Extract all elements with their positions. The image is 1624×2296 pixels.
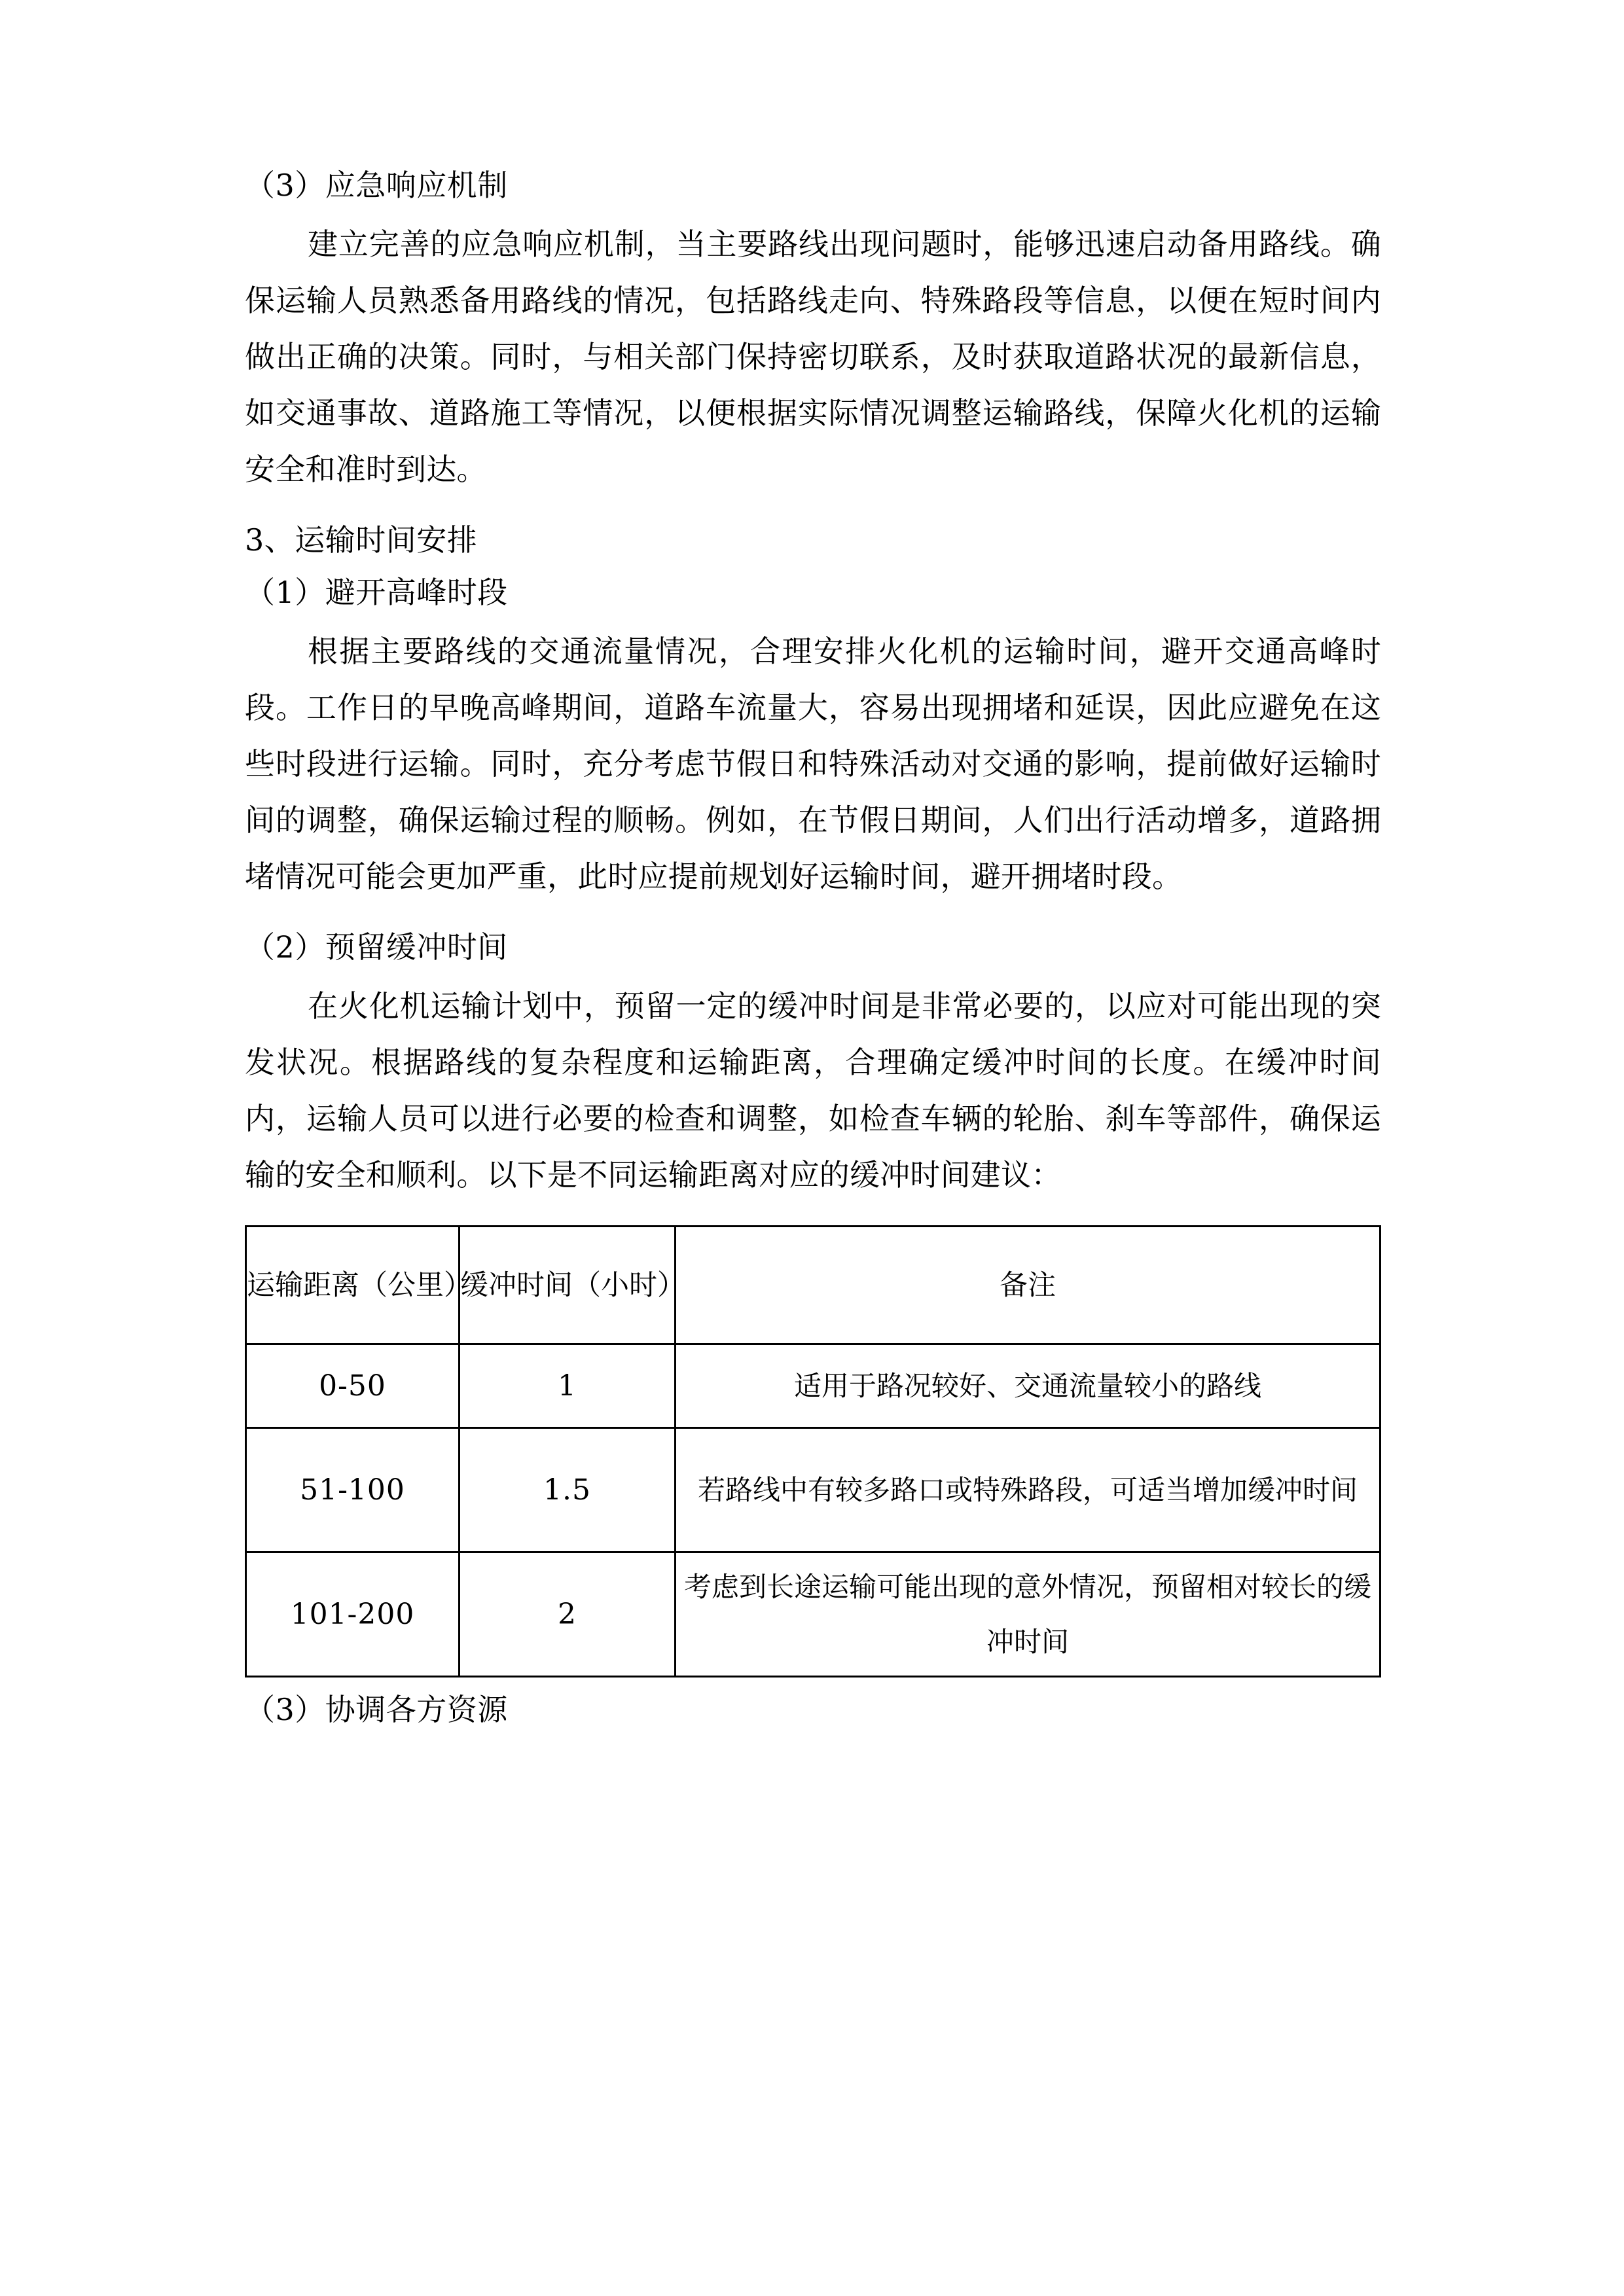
- buffer-time-table: [245, 1225, 1381, 1677]
- table-row: [246, 1344, 1380, 1428]
- paragraph-emergency-response: 建立完善的应急响应机制，当主要路线出现问题时，能够迅速启动备用路线。确保运输人员熟悉备用路线的情况，包括路线走向、特殊路段等信息，以便在短时间内做出正确的决策。同时，与相关部门保持密切联系，及时获取道路状况的最新信息，如交通事故、道路施工等情况，以便根据实际情况调整运输路线，保障火化机的运输安全和准时到达。: [245, 226, 1381, 487]
- table-cell-distance: 0-50: [246, 1344, 460, 1428]
- paragraph-avoid-peak-hours: 根据主要路线的交通流量情况，合理安排火化机的运输时间，避开交通高峰时段。工作日的早晚高峰期间，道路车流量大，容易出现拥堵和延误，因此应避免在这些时段进行运输。同时，充分考虑节假日和特殊活动对交通的影响，提前做好运输时间的调整，确保运输过程的顺畅。例如，在节假日期间，人们出行活动增多，道路拥堵情况可能会更加严重，此时应提前规划好运输时间，避开拥堵时段。: [245, 634, 1381, 894]
- table-cell-distance: 101-200: [246, 1552, 460, 1677]
- table-header-buffer: 缓冲时间（小时）: [460, 1227, 676, 1344]
- buffer-time-table-wrap: [245, 1225, 1381, 1677]
- table-cell-buffer: 1: [460, 1344, 676, 1428]
- table-cell-remark: 适用于路况较好、交通流量较小的路线: [676, 1344, 1380, 1428]
- table-row: [246, 1552, 1380, 1677]
- table-cell-remark: 考虑到长途运输可能出现的意外情况，预留相对较长的缓冲时间: [676, 1552, 1380, 1677]
- table-cell-buffer: 2: [460, 1552, 676, 1677]
- table-cell-buffer: 1.5: [460, 1428, 676, 1552]
- heading-avoid-peak-hours: （1）避开高峰时段: [245, 575, 508, 610]
- table-cell-remark: 若路线中有较多路口或特殊路段，可适当增加缓冲时间: [676, 1428, 1380, 1552]
- heading-transport-time-arrangement: 3、运输时间安排: [245, 522, 478, 558]
- table-cell-distance: 51-100: [246, 1428, 460, 1552]
- heading-reserve-buffer-time: （2）预留缓冲时间: [245, 929, 508, 965]
- table-header-remark: 备注: [676, 1227, 1380, 1344]
- table-row: [246, 1428, 1380, 1552]
- table-header-distance: 运输距离（公里）: [246, 1227, 460, 1344]
- document-body: [245, 170, 1381, 1725]
- table-header-row: [246, 1227, 1380, 1344]
- heading-emergency-response: （3）应急响应机制: [245, 168, 508, 203]
- heading-coordinate-resources: （3）协调各方资源: [245, 1692, 508, 1727]
- paragraph-reserve-buffer-time: 在火化机运输计划中，预留一定的缓冲时间是非常必要的，以应对可能出现的突发状况。根据路线的复杂程度和运输距离，合理确定缓冲时间的长度。在缓冲时间内，运输人员可以进行必要的检查和调整，如检查车辆的轮胎、刹车等部件，确保运输的安全和顺利。以下是不同运输距离对应的缓冲时间建议：: [245, 988, 1381, 1193]
